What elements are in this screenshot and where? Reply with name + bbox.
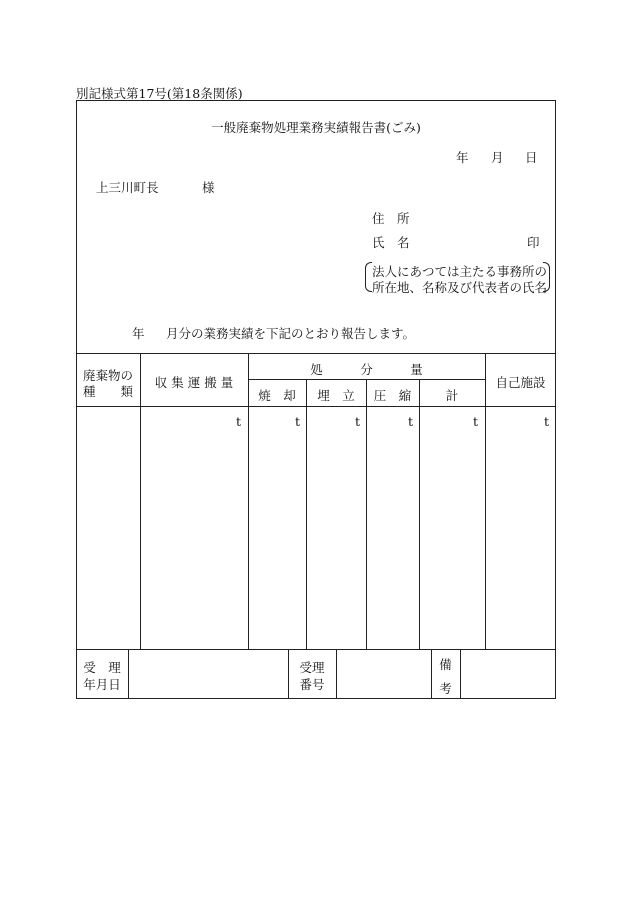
rule-footer-top	[76, 649, 556, 650]
header-disposal: 処 分 量	[310, 362, 423, 377]
date-month-label: 月	[491, 150, 504, 165]
unit-collection: t	[236, 414, 242, 429]
header-own-facility: 自己施設	[495, 375, 546, 390]
name-label: 氏 名	[372, 235, 410, 250]
rule-v-total	[485, 353, 486, 649]
form-title: 一般廃棄物処理業務実績報告書(ごみ)	[211, 120, 421, 135]
footer-received-date-line1: 受 理	[83, 660, 121, 675]
header-waste-type-line2: 種 類	[82, 384, 133, 399]
rule-v-footer-5	[460, 649, 461, 699]
rule-v-landfill	[366, 379, 367, 649]
unit-incineration: t	[295, 414, 301, 429]
footer-received-date-line2: 年月日	[83, 677, 121, 692]
rule-v-footer-3	[336, 649, 337, 699]
date-year-label: 年	[456, 150, 469, 165]
rule-v-incineration	[306, 379, 307, 649]
rule-table-top	[76, 353, 556, 354]
footer-received-no-line2: 番号	[299, 677, 325, 692]
rule-header-bottom	[76, 406, 556, 407]
statement-year: 年	[132, 326, 145, 341]
unit-compression: t	[408, 414, 414, 429]
corporate-note-line1: 法人にあつては主たる事務所の	[372, 264, 548, 279]
seal-mark: 印	[527, 235, 540, 250]
header-compression: 圧 縮	[373, 388, 412, 403]
header-total: 計	[445, 388, 459, 403]
rule-v-compression	[419, 379, 420, 649]
header-collection: 収 集 運 搬 量	[154, 375, 234, 390]
addressee-honorific: 様	[202, 180, 215, 195]
unit-own-facility: t	[544, 414, 550, 429]
date-day-label: 日	[525, 150, 538, 165]
header-landfill: 埋 立	[317, 388, 355, 403]
footer-remarks-line1: 備	[439, 657, 452, 672]
addressee-name: 上三川町長	[96, 180, 159, 195]
note-bracket-left	[365, 262, 372, 292]
header-waste-type-line1: 廃棄物の	[82, 368, 133, 383]
unit-total: t	[473, 414, 479, 429]
footer-received-no-line1: 受理	[299, 660, 325, 675]
unit-landfill: t	[355, 414, 361, 429]
form-label: 別記様式第17号(第18条関係)	[76, 86, 243, 101]
rule-v-footer-1	[128, 649, 129, 699]
corporate-note-line2: 所在地、名称及び代表者の氏名	[372, 280, 548, 295]
header-incineration: 焼 却	[258, 388, 296, 403]
footer-remarks-line2: 考	[439, 681, 452, 696]
address-label: 住 所	[372, 211, 410, 226]
statement-text: 月分の業務実績を下記のとおり報告します。	[166, 326, 416, 341]
rule-v-type	[140, 353, 141, 649]
